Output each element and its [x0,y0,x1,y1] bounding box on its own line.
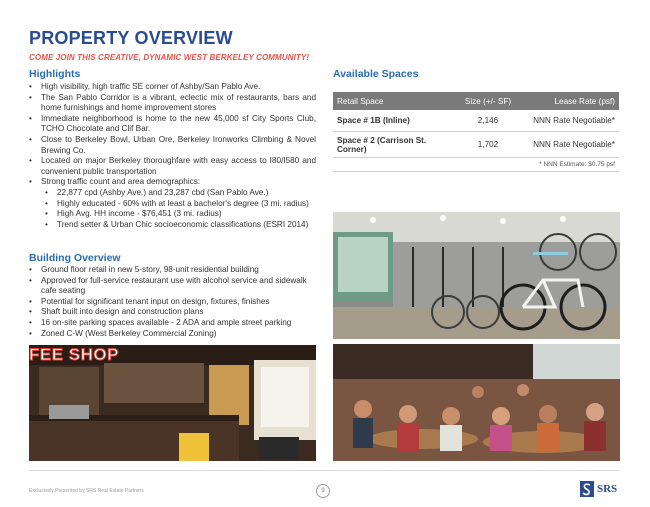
size-cell: 1,702 [477,140,499,149]
available-spaces-heading: Available Spaces [333,68,419,80]
tagline: COME JOIN THIS CREATIVE, DYNAMIC WEST BERKELEY COMMUNITY! [29,53,310,62]
available-spaces-table [333,92,619,172]
list-item [29,177,316,230]
dining-photo [333,344,620,461]
column-header: Retail Space [337,96,384,106]
table-row [333,132,619,158]
space-cell: Space # 2 (Carrison St. Corner) [337,135,427,154]
list-item: • Located on major Berkeley thoroughfare with easy access to I80/I580 and convenient public transportation [29,156,316,177]
building-overview-list [29,265,316,339]
list-item: • 16 on-site parking spaces available - 2 ADA and ample street parking [29,318,316,329]
rate-cell: NNN Rate Negotiable* [533,140,615,149]
sub-list-item: • Highly educated - 60% with at least a bachelor's degree (3 mi. radius) [45,199,316,210]
list-item: • Close to Berkeley Bowl, Urban Ore, Berkeley Ironworks Climbing & Novel Brewing Co. [29,135,316,156]
demographics-list [45,188,316,230]
rate-cell: NNN Rate Negotiable* [533,116,615,125]
list-item: • Zoned C-W (West Berkeley Commercial Zoning) [29,329,316,340]
cafe-photo [29,345,316,461]
srs-logo [580,481,617,497]
list-item: • Immediate neighborhood is home to the new 45,000 sf City Sports Club, TCHO Chocolate and Clif Bar. [29,114,316,135]
bike-shop-photo [333,212,620,339]
list-item: • Approved for full-service restaurant use with alcohol service and sidewalk cafe seating [29,276,316,297]
list-item: • Potential for significant tenant input on design, fixtures, finishes [29,297,316,308]
page-title: PROPERTY OVERVIEW [29,28,233,48]
space-cell: Space # 1B (Inline) [337,116,410,125]
highlights-list [29,82,316,230]
table-header [333,92,619,110]
table-row [333,110,619,132]
sub-list-item: • Trend setter & Urban Chic socioeconomic classifications (ESRI 2014) [45,220,316,231]
page-number: 9 [316,484,330,498]
list-item: • High visibility, high traffic SE corner of Ashby/San Pablo Ave. [29,82,316,93]
size-cell: 2,146 [477,116,499,125]
list-item-label: Strong traffic count and area demographics: [41,177,201,187]
sub-list-item: • 22,877 cpd (Ashby Ave.) and 23,287 cbd (San Pablo Ave.) [45,188,316,199]
srs-logo-icon [580,481,594,497]
list-item: • Ground floor retail in new 5-story, 98-unit residential building [29,265,316,276]
building-overview-heading: Building Overview [29,252,121,264]
list-item: • The San Pablo Corridor is a vibrant, eclectic mix of restaurants, bars and home furnishings and home improvement stores [29,93,316,114]
sub-list-item: • High Avg. HH income - $76,451 (3 mi. radius) [45,209,316,220]
cafe-sign-text: FEE SHOP [29,345,119,364]
column-header: Size (+/- SF) [464,96,512,106]
srs-logo-text: SRS [597,483,618,495]
column-header: Lease Rate (psf) [554,96,615,106]
list-item: • Shaft built into design and construction plans [29,307,316,318]
footer-credit: Exclusively Presented by SRS Real Estate Partners [29,488,144,494]
highlights-heading: Highlights [29,68,81,80]
footer-divider [29,470,620,471]
table-footnote: * NNN Estimate: $0.75 psf [333,158,619,172]
